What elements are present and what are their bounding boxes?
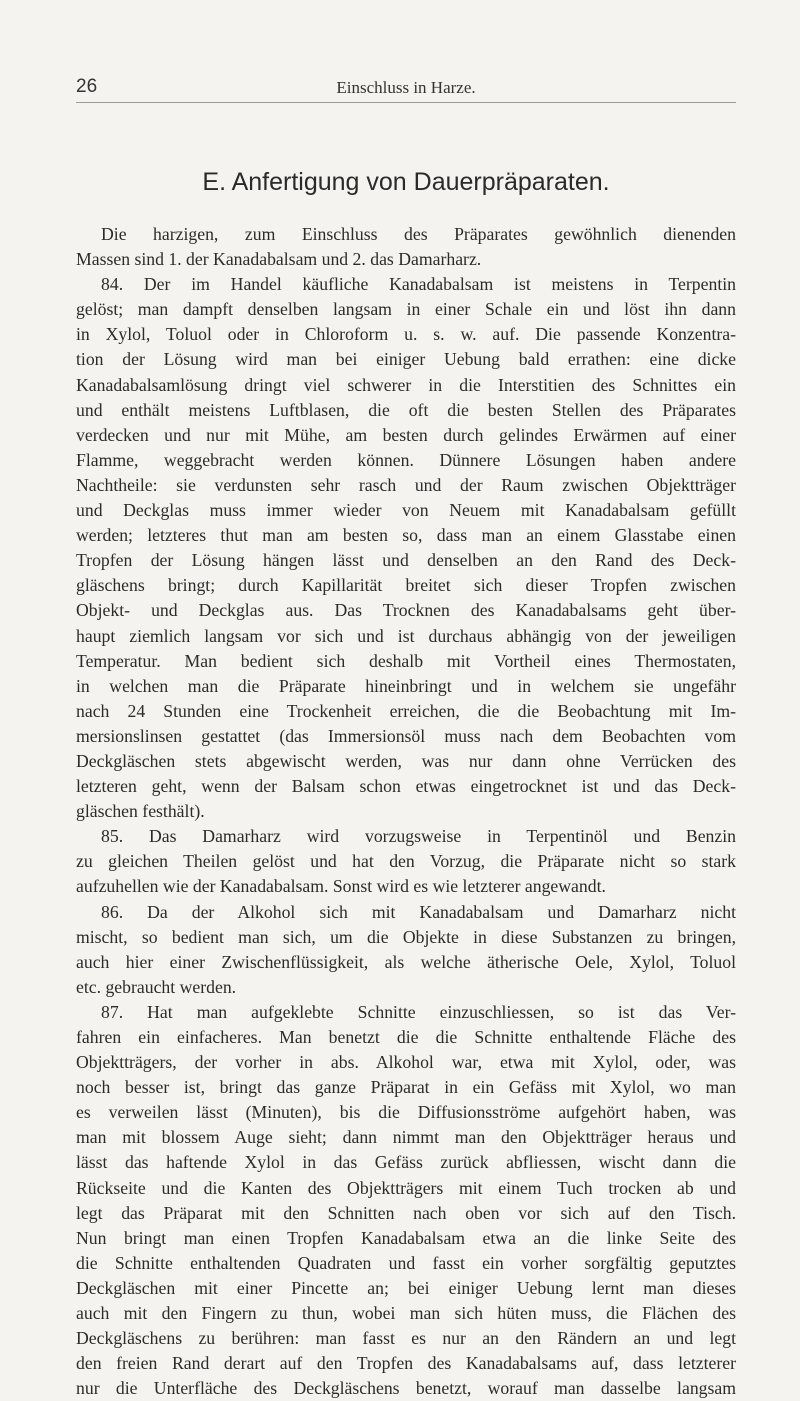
text-line: Tropfen der Lösung hängen lässt und denselben an den Rand des Deck- bbox=[76, 550, 736, 571]
text-line: es verweilen lässt (Minuten), bis die Diffusionsströme aufgehört haben, was bbox=[76, 1102, 736, 1123]
text-line: nach 24 Stunden eine Trockenheit erreichen, die die Beobachtung mit Im- bbox=[76, 700, 736, 721]
text-line: auch mit den Fingern zu thun, wobei man sich hüten muss, die Flächen des bbox=[76, 1303, 736, 1324]
text-line: den freien Rand derart auf den Tropfen des Kanadabalsams auf, dass letzterer bbox=[76, 1353, 736, 1374]
text-line: 85. Das Damarharz wird vorzugsweise in Terpentinöl und Benzin bbox=[101, 826, 736, 847]
text-line: Massen sind 1. der Kanadabalsam und 2. das Damarharz. bbox=[76, 249, 482, 270]
text-line: gläschens bringt; durch Kapillarität breitet sich dieser Tropfen zwischen bbox=[76, 575, 736, 596]
text-line: mischt, so bedient man sich, um die Objekte in diese Substanzen zu bringen, bbox=[76, 926, 736, 947]
text-line: Deckgläschens zu berühren: man fasst es nur an den Rändern an und legt bbox=[76, 1328, 736, 1349]
body-text bbox=[76, 222, 736, 1401]
text-line: mersionslinsen gestattet (das Immersionsöl muss nach dem Beobachten vom bbox=[76, 725, 736, 746]
text-line: in welchen man die Präparate hineinbringt und in welchem sie ungefähr bbox=[76, 675, 736, 696]
running-head: Einschluss in Harze. bbox=[336, 78, 476, 97]
text-line: Objekt- und Deckglas aus. Das Trocknen des Kanadabalsams geht über- bbox=[76, 600, 736, 621]
text-line: Temperatur. Man bedient sich deshalb mit Vortheil eines Thermostaten, bbox=[76, 650, 736, 671]
text-line: tion der Lösung wird man bei einiger Uebung bald errathen: eine dicke bbox=[76, 349, 736, 370]
text-line: letzteren geht, wenn der Balsam schon etwas eingetrocknet ist und das Deck- bbox=[76, 776, 736, 797]
text-line: nur die Unterfläche des Deckgläschens benetzt, worauf man dasselbe langsam bbox=[76, 1378, 736, 1399]
text-line: Flamme, weggebracht werden können. Dünnere Lösungen haben andere bbox=[76, 449, 736, 470]
text-line: 87. Hat man aufgeklebte Schnitte einzuschliessen, so ist das Ver- bbox=[101, 1001, 736, 1022]
text-line: auch hier einer Zwischenflüssigkeit, als welche ätherische Oele, Xylol, Toluol bbox=[76, 951, 736, 972]
text-line: Objektträgers, der vorher in abs. Alkohol war, etwa mit Xylol, oder, was bbox=[76, 1052, 736, 1073]
text-line: etc. gebraucht werden. bbox=[76, 976, 237, 997]
text-line: gläschen festhält). bbox=[76, 801, 205, 822]
text-line: aufzuhellen wie der Kanadabalsam. Sonst wird es wie letzterer angewandt. bbox=[76, 876, 606, 897]
text-line: man mit blossem Auge sieht; dann nimmt man den Objektträger heraus und bbox=[76, 1127, 736, 1148]
text-line: Deckgläschen stets abgewischt werden, was nur dann ohne Verrücken des bbox=[76, 750, 736, 771]
text-line: noch besser ist, bringt das ganze Präparat in ein Gefäss mit Xylol, wo man bbox=[76, 1077, 736, 1098]
text-line: Nachtheile: sie verdunsten sehr rasch und der Raum zwischen Objektträger bbox=[76, 474, 736, 495]
text-line: haupt ziemlich langsam vor sich und ist durchaus abhängig von der jeweiligen bbox=[76, 625, 736, 646]
text-line: verdecken und nur mit Mühe, am besten durch gelindes Erwärmen auf einer bbox=[76, 424, 736, 445]
text-line: legt das Präparat mit den Schnitten nach oben vor sich auf den Tisch. bbox=[76, 1202, 736, 1223]
text-line: Kanadabalsamlösung dringt viel schwerer in die Interstitien des Schnittes ein bbox=[76, 374, 736, 395]
text-line: die Schnitte enthaltenden Quadraten und fasst ein vorher sorgfältig geputztes bbox=[76, 1252, 736, 1273]
text-line: gelöst; man dampft denselben langsam in einer Schale ein und löst ihn dann bbox=[76, 299, 736, 320]
text-line: Nun bringt man einen Tropfen Kanadabalsam etwa an die linke Seite des bbox=[76, 1227, 736, 1248]
text-line: 86. Da der Alkohol sich mit Kanadabalsam und Damarharz nicht bbox=[101, 901, 736, 922]
text-line: Deckgläschen mit einer Pincette an; bei einiger Uebung lernt man dieses bbox=[76, 1277, 736, 1298]
text-line: Die harzigen, zum Einschluss des Präparates gewöhnlich dienenden bbox=[101, 224, 736, 244]
page-number: 26 bbox=[76, 76, 98, 97]
text-line: werden; letzteres thut man am besten so, dass man an einem Glasstabe einen bbox=[76, 525, 736, 546]
text-line: und enthält meistens Luftblasen, die oft die besten Stellen des Präparates bbox=[76, 399, 736, 420]
text-line: lässt das haftende Xylol in das Gefäss zurück abfliessen, wischt dann die bbox=[76, 1152, 736, 1173]
text-line: zu gleichen Theilen gelöst und hat den Vorzug, die Präparate nicht so stark bbox=[76, 851, 736, 872]
section-heading: E. Anfertigung von Dauerpräparaten. bbox=[202, 168, 610, 196]
text-line: 84. Der im Handel käufliche Kanadabalsam ist meistens in Terpentin bbox=[101, 274, 736, 295]
text-line: und Deckglas muss immer wieder von Neuem mit Kanadabalsam gefüllt bbox=[76, 500, 736, 521]
page-header bbox=[76, 76, 736, 103]
text-line: fahren ein einfacheres. Man benetzt die die Schnitte enthaltende Fläche des bbox=[76, 1027, 736, 1047]
text-line: in Xylol, Toluol oder in Chloroform u. s. w. auf. Die passende Konzentra- bbox=[76, 324, 736, 345]
text-line: Rückseite und die Kanten des Objektträgers mit einem Tuch trocken ab und bbox=[76, 1177, 736, 1198]
